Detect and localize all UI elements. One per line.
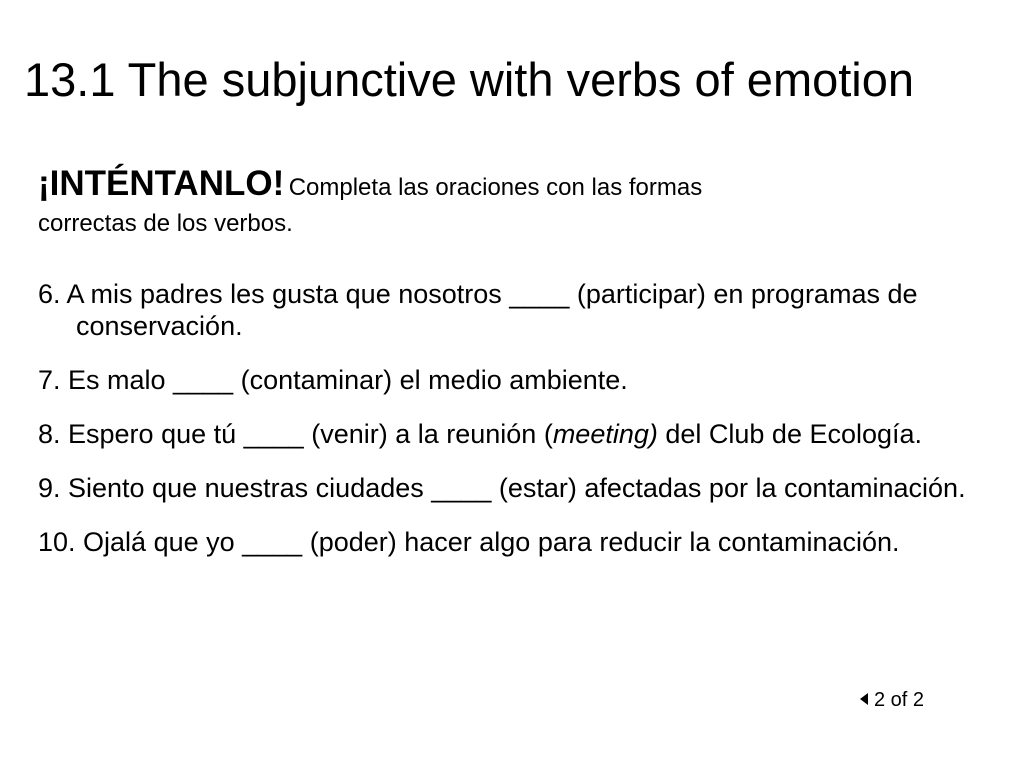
instructions bbox=[38, 160, 978, 239]
slide-pager bbox=[860, 688, 924, 712]
pager-label: 2 of 2 bbox=[874, 689, 925, 711]
intentanlo-heading: ¡INTÉNTANLO! bbox=[38, 164, 285, 203]
triangle-left-icon[interactable] bbox=[860, 693, 868, 705]
slide-title: 13.1 The subjunctive with verbs of emotion bbox=[24, 53, 915, 106]
exercise-8 bbox=[38, 418, 998, 450]
exercise-8-text-end: del Club de Ecología. bbox=[657, 419, 923, 449]
exercise-8-emphasis: meeting) bbox=[552, 419, 658, 449]
instructions-text-line-1: Completa las oraciones con las formas bbox=[288, 174, 703, 201]
exercise-10 bbox=[38, 526, 998, 558]
exercise-9 bbox=[38, 472, 998, 504]
instructions-text-line-2: correctas de los verbos. bbox=[38, 210, 293, 237]
exercise-6-text: 6. A mis padres les gusta que nosotros ____ (participar) en programas de conservación. bbox=[38, 279, 918, 341]
exercise-list bbox=[38, 278, 998, 580]
exercise-8-text: 8. Espero que tú ____ (venir) a la reunión ( bbox=[38, 419, 553, 449]
exercise-9-text: 9. Siento que nuestras ciudades ____ (estar) afectadas por la contaminación. bbox=[38, 473, 966, 503]
exercise-7 bbox=[38, 364, 998, 396]
exercise-6 bbox=[38, 278, 998, 342]
exercise-7-text: 7. Es malo ____ (contaminar) el medio ambiente. bbox=[38, 365, 628, 395]
exercise-10-text: 10. Ojalá que yo ____ (poder) hacer algo para reducir la contaminación. bbox=[38, 527, 900, 557]
instructions-line-1 bbox=[38, 160, 978, 215]
